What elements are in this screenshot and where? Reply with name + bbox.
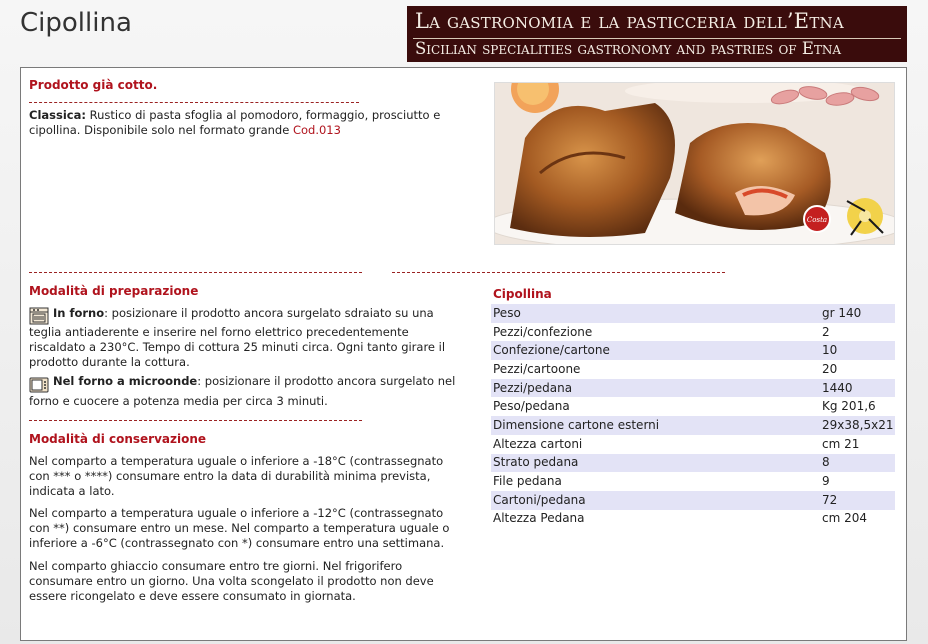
spec-label: Altezza cartoni (493, 436, 583, 451)
microwave-text: : posizionare il prodotto ancora surgelato nel forno e cuocere a potenza media per circa 3 minuti. (29, 374, 456, 408)
table-row (491, 341, 895, 360)
spec-value: 29x38,5x21 (820, 416, 895, 435)
divider (392, 272, 725, 273)
spec-label: Confezione/cartone (491, 341, 820, 360)
oven-label: In forno (53, 306, 105, 320)
storage-paragraph: Nel comparto a temperatura uguale o inferiore a -12°C (contrassegnato con **) consumare entro un mese. Nel comparto a temperatura uguale o inferiore a -6°C (contrassegnato con *) consumare entro una settimana. (29, 506, 450, 550)
table-row (491, 323, 895, 342)
spec-label: Pezzi/cartoone (493, 361, 581, 376)
table-row (491, 491, 895, 510)
spec-label: Pezzi/confezione (493, 324, 593, 339)
spec-label: Dimensione cartone esterni (491, 416, 820, 435)
table-row (491, 454, 895, 473)
spec-value: 2 (822, 324, 830, 339)
storage-heading: Modalità di conservazione (29, 432, 207, 446)
product-description (29, 108, 449, 138)
description-text: Rustico di pasta sfoglia al pomodoro, formaggio, prosciutto e cipollina. Disponibile solo nel formato grande (29, 108, 441, 137)
spec-value: 8 (820, 454, 895, 473)
specs-table (491, 304, 895, 528)
table-row (491, 397, 895, 416)
oven-text: : posizionare il prodotto ancora surgelato sdraiato su una teglia antiaderente e inserire nel forno elettrico precedentemente riscaldato a 230°C. Tempo di cottura 25 minuti circa. Ogni tanto girare il prodotto durante la cottura. (29, 306, 446, 369)
storage-paragraph: Nel comparto a temperatura uguale o inferiore a -18°C (contrassegnato con *** o ****) consumare entro la data di durabilità minima prevista, indicata a lato. (29, 454, 444, 498)
spec-label: Altezza Pedana (493, 511, 585, 526)
table-row (491, 360, 895, 379)
brand-banner (407, 6, 907, 62)
microwave-instructions (29, 374, 461, 409)
table-row (491, 510, 895, 529)
spec-value: 10 (820, 341, 895, 360)
banner-line-english: Sicilian specialities gastronomy and pastries of Etna (415, 39, 842, 58)
spec-value: Kg 201,6 (822, 399, 876, 414)
spec-value: 72 (820, 491, 895, 510)
divider (29, 420, 362, 421)
specs-heading: Cipollina (493, 287, 552, 301)
table-row (491, 472, 895, 491)
table-row (491, 435, 895, 454)
pastry-illustration (495, 83, 895, 245)
spec-value: cm 204 (822, 511, 868, 526)
spec-label: Cartoni/pedana (491, 491, 820, 510)
table-row (491, 416, 895, 435)
spec-value: 20 (822, 361, 838, 376)
page-title: Cipollina (20, 8, 132, 38)
microwave-icon (29, 376, 49, 394)
spec-label: Strato pedana (491, 454, 820, 473)
divider (29, 272, 362, 273)
spec-label: File pedana (493, 474, 562, 489)
oven-instructions (29, 306, 461, 370)
banner-line-italian: La gastronomia e la pasticceria dell’Etna (415, 9, 844, 33)
table-row (491, 379, 895, 398)
spec-label: Peso/pedana (493, 399, 570, 414)
brand-logo-text: Costa (806, 216, 828, 224)
oven-icon (29, 307, 49, 325)
spec-label: Peso (491, 304, 820, 323)
preparation-heading: Modalità di preparazione (29, 284, 199, 298)
storage-paragraph: Nel comparto ghiaccio consumare entro tre giorni. Nel frigorifero consumare entro un giorno. Una volta scongelato il prodotto non deve essere ricongelato e deve essere consumato in giornata. (29, 559, 434, 603)
variant-label: Classica: (29, 108, 86, 122)
product-photo (494, 82, 895, 245)
product-content-panel (20, 67, 907, 641)
spec-value: cm 21 (822, 436, 860, 451)
spec-value: gr 140 (820, 304, 895, 323)
spec-value: 9 (822, 474, 830, 489)
microwave-label: Nel forno a microonde (53, 374, 198, 388)
table-row (491, 304, 895, 323)
spec-label: Pezzi/pedana (491, 379, 820, 398)
product-code: Cod.013 (292, 123, 341, 137)
spec-value: 1440 (820, 379, 895, 398)
divider (29, 102, 359, 103)
precooked-heading: Prodotto già cotto. (29, 78, 158, 92)
